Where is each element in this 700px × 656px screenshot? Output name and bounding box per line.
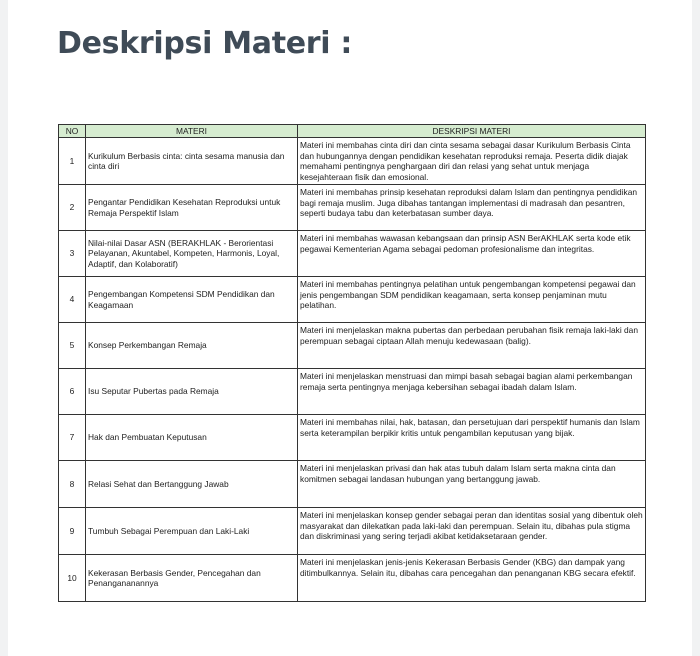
row-materi: Pengantar Pendidikan Kesehatan Reproduksi untuk Remaja Perspektif Islam (86, 185, 298, 231)
header-deskripsi: DESKRIPSI MATERI (298, 125, 646, 138)
row-no: 9 (59, 508, 86, 555)
row-deskripsi: Materi ini membahas nilai, hak, batasan, dan persetujuan dari perspektif humanis dan Islam serta keterampilan berpikir kritis untuk pengambilan keputusan yang bijak. (298, 415, 646, 461)
row-deskripsi: Materi ini menjelaskan makna pubertas dan perbedaan perubahan fisik remaja laki-laki dan perempuan sebagai ciptaan Allah menuju kedewasaan (balig). (298, 323, 646, 369)
document-page (8, 0, 692, 656)
header-materi: MATERI (86, 125, 298, 138)
table-row (59, 138, 646, 185)
materi-table (58, 124, 646, 602)
table-row (59, 508, 646, 555)
row-no: 7 (59, 415, 86, 461)
header-no: NO (59, 125, 86, 138)
row-deskripsi: Materi ini membahas cinta diri dan cinta sesama sebagai dasar Kurikulum Berbasis Cinta dan hubungannya dengan pendidikan kesehatan reproduksi remaja. Peserta didik diajak memahami pentingnya penghargaan diri dan relasi yang sehat untuk menjaga kesejahteraan fisik dan emosional. (298, 138, 646, 185)
table-row (59, 415, 646, 461)
table-row (59, 461, 646, 508)
row-materi: Hak dan Pembuatan Keputusan (86, 415, 298, 461)
row-materi: Nilai-nilai Dasar ASN (BERAKHLAK - Berorientasi Pelayanan, Akuntabel, Kompeten, Harmonis, Loyal, Adaptif, dan Kolaboratif) (86, 231, 298, 277)
table-row (59, 277, 646, 323)
row-materi: Relasi Sehat dan Bertanggung Jawab (86, 461, 298, 508)
row-deskripsi: Materi ini menjelaskan konsep gender sebagai peran dan identitas sosial yang dibentuk oleh masyarakat dan dilekatkan pada laki-laki dan perempuan. Selain itu, dibahas pula stigma dan diskriminasi yang sering terjadi akibat ketidaksetaraan gender. (298, 508, 646, 555)
row-no: 2 (59, 185, 86, 231)
table-row (59, 231, 646, 277)
row-no: 8 (59, 461, 86, 508)
table-row (59, 185, 646, 231)
row-materi: Pengembangan Kompetensi SDM Pendidikan dan Keagamaan (86, 277, 298, 323)
row-materi: Tumbuh Sebagai Perempuan dan Laki-Laki (86, 508, 298, 555)
row-deskripsi: Materi ini menjelaskan privasi dan hak atas tubuh dalam Islam serta makna cinta dan komitmen sebagai landasan hubungan yang bertanggung jawab. (298, 461, 646, 508)
row-materi: Kurikulum Berbasis cinta: cinta sesama manusia dan cinta diri (86, 138, 298, 185)
table-row (59, 555, 646, 602)
table-row (59, 369, 646, 415)
row-no: 4 (59, 277, 86, 323)
row-no: 6 (59, 369, 86, 415)
row-materi: Konsep Perkembangan Remaja (86, 323, 298, 369)
row-materi: Isu Seputar Pubertas pada Remaja (86, 369, 298, 415)
row-no: 3 (59, 231, 86, 277)
row-deskripsi: Materi ini membahas wawasan kebangsaan dan prinsip ASN BerAKHLAK serta kode etik pegawai Kementerian Agama sebagai pedoman profesionalisme dan integritas. (298, 231, 646, 277)
page-title: Deskripsi Materi : (57, 26, 353, 61)
row-no: 5 (59, 323, 86, 369)
row-deskripsi: Materi ini membahas pentingnya pelatihan untuk pengembangan kompetensi pegawai dan jenis pengembangan SDM pendidikan keagamaan, serta konsep penjaminan mutu pelatihan. (298, 277, 646, 323)
table-row (59, 323, 646, 369)
row-materi: Kekerasan Berbasis Gender, Pencegahan dan Penangananannya (86, 555, 298, 602)
row-deskripsi: Materi ini menjelaskan jenis-jenis Kekerasan Berbasis Gender (KBG) dan dampak yang ditimbulkannya. Selain itu, dibahas cara pencegahan dan penanganan KBG secara efektif. (298, 555, 646, 602)
row-no: 1 (59, 138, 86, 185)
row-no: 10 (59, 555, 86, 602)
row-deskripsi: Materi ini membahas prinsip kesehatan reproduksi dalam Islam dan pentingnya pendidikan bagi remaja muslim. Juga dibahas tantangan implementasi di madrasah dan pesantren, seperti budaya tabu dan keterbatasan sumber daya. (298, 185, 646, 231)
table-header-row (59, 125, 646, 138)
row-deskripsi: Materi ini menjelaskan menstruasi dan mimpi basah sebagai bagian alami perkembangan remaja serta pentingnya menjaga kebersihan sebagai ibadah dalam Islam. (298, 369, 646, 415)
